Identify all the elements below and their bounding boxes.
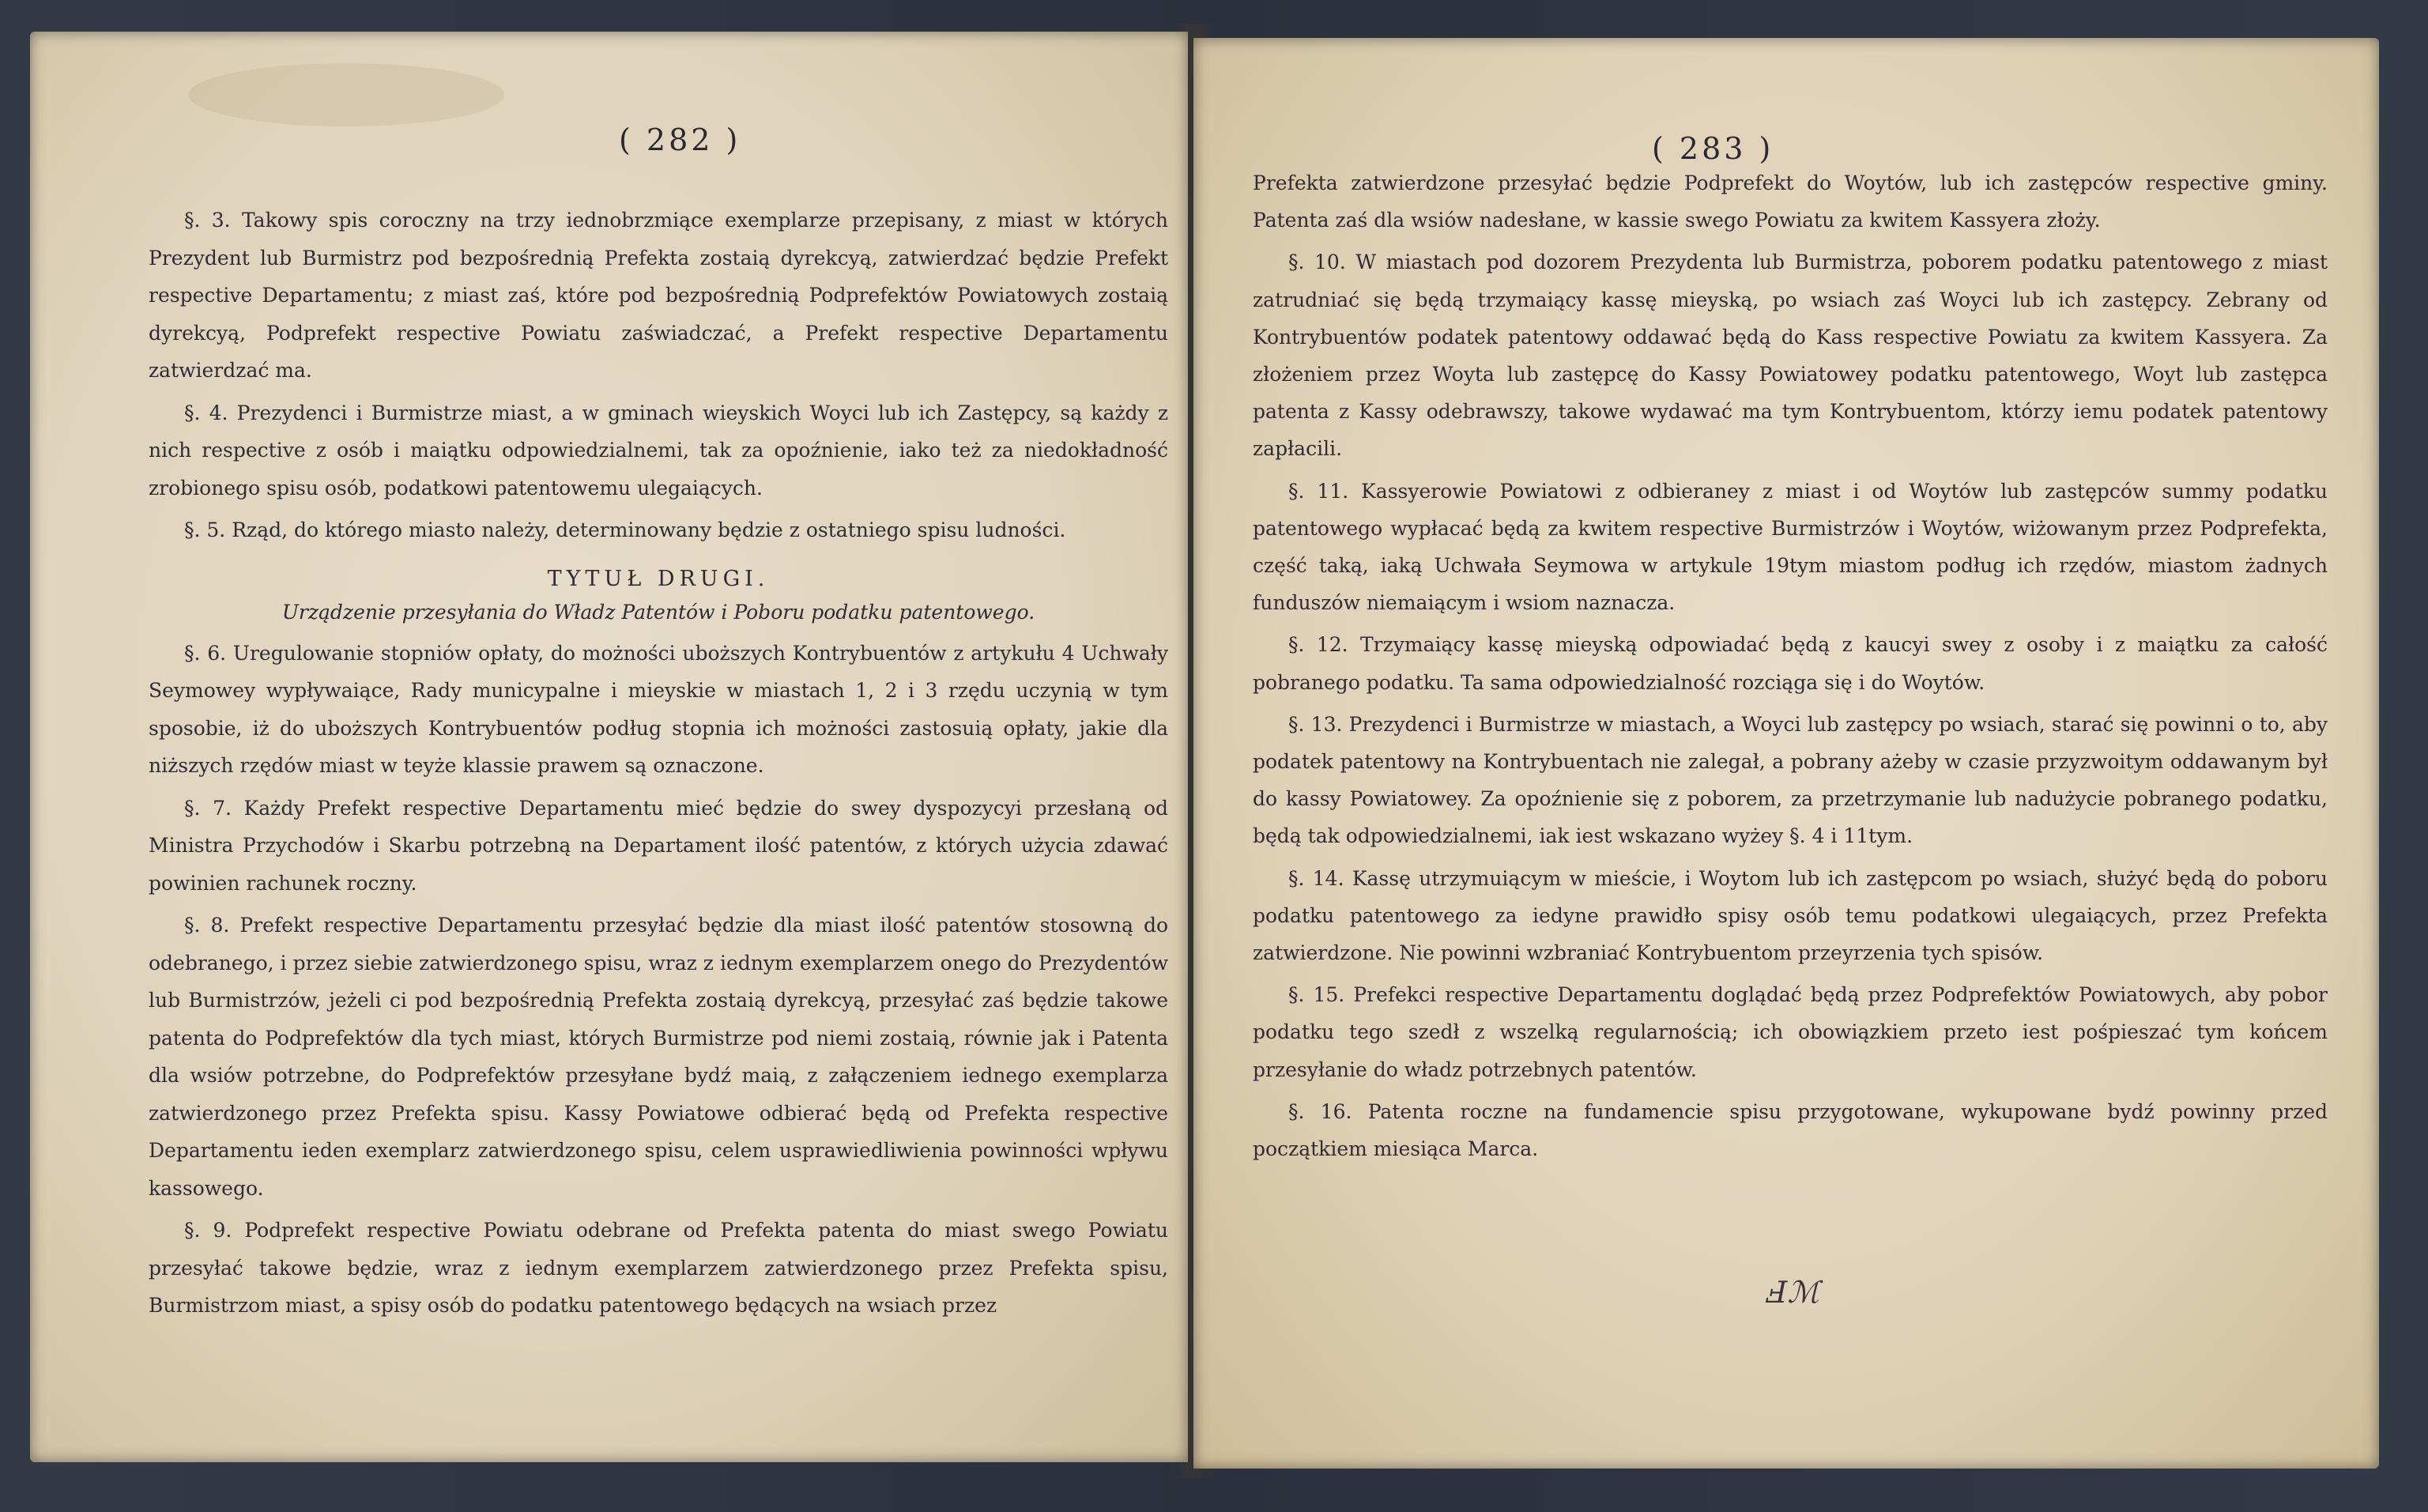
section-title [149,564,1168,630]
paragraph-8: §. 8. Prefekt respective Departamentu przesyłać będzie dla miast ilość patentów stosowną do odebranego, i przez siebie zatwierdzonego spisu, wraz z iednym exemplarzem onego do Prezydentów lub Burmistrzów, jeżeli ci pod bezpośrednią Prefekta zostaią dyrekcyą, przesyłać zaś będzie takowe patenta do Podprefektów dla tych miast, których Burmistrze pod niemi zostaią, równie jak i Patenta dla wsiów potrzebne, do Podprefektów przesyłane bydź maią, z załączeniem iednego exemplarza zatwierdzonego przez Prefekta spisu. Kassy Powiatowe odbierać będą od Prefekta respective Departamentu ieden exemplarz zatwierdzonego spisu, celem usprawiedliwienia powinności wpływu kassowego. [149,914,1168,1200]
left-page-text [149,202,1168,1329]
paragraph-7: §. 7. Każdy Prefekt respective Departamentu mieć będzie do swey dyspozycyi przesłaną od Ministra Przychodów i Skarbu potrzebną na Departament ilość patentów, z których użycia zdawać powinien rachunek roczny. [149,796,1168,895]
page-number-right: ( 283 ) [1652,131,1774,166]
stain [188,63,504,126]
title-subheading: Urządzenie przesyłania do Władz Patentów i Poboru podatku patentowego. [281,600,1035,624]
paragraph-16: §. 16. Patenta roczne na fundamencie spisu przygotowane, wykupowane bydź powinny przed początkiem miesiąca Marca. [1253,1099,2328,1161]
title-heading: TYTUŁ DRUGI. [547,566,770,591]
right-page [1193,38,2379,1469]
page-number-left: ( 282 ) [619,123,741,157]
paragraph-11: §. 11. Kassyerowie Powiatowi z odbieraney z miast i od Woytów lub zastępców summy podatku patentowego wypłacać będą za kwitem respective Burmistrzów i Woytów, wiżowanym przez Podprefekta, część taką, iaką Uchwała Seymowa w artykule 19tym miastom podług ich rzędów, miastom żadnych funduszów niemaiącym i wsiom naznacza. [1253,479,2328,615]
left-page [30,32,1188,1462]
paragraph-12: §. 12. Trzymaiący kassę mieyską odpowiadać będą z kaucyi swey z osoby i z maiątku za całość pobranego podatku. Ta sama odpowiedzialność rozciąga się i do Woytów. [1253,633,2328,694]
paragraph-10: §. 10. W miastach pod dozorem Prezydenta lub Burmistrza, poborem podatku patentowego z miast zatrudniać się będą trzymaiący kassę mieyską, po wsiach zaś Woyci lub ich zastępcy. Zebrany od Kontrybuentów podatek patentowy oddawać będą do Kass respective Powiatu za kwitem Kassyera. Za złożeniem przez Woyta lub zastępcę do Kassy Powiatowey podatku patentowego, Woyt lub zastępca patenta z Kassy odebrawszy, takowe wydawać ma tym Kontrybuentom, którzy iemu podatek patentowy zapłacili. [1253,251,2328,461]
handwritten-signature: Ⅎℳ [1766,1275,1820,1310]
paragraph-15: §. 15. Prefekci respective Departamentu doglądać będą przez Podprefektów Powiatowych, aby pobor podatku tego szedł z wszelką regularnością; ich obowiązkiem przeto iest pośpieszać tym końcem przesyłanie do władz potrzebnych patentów. [1253,983,2328,1081]
paragraph-14: §. 14. Kassę utrzymuiącym w mieście, i Woytom lub ich zastępcom po wsiach, służyć będą do poboru podatku patentowego za iedyne prawidło spisy osób temu podatkowi ulegaiących, przez Prefekta zatwierdzone. Nie powinni wzbraniać Kontrybuentom przeyrzenia tych spisów. [1253,866,2328,965]
paragraph-3: §. 3. Takowy spis coroczny na trzy iednobrzmiące exemplarze przepisany, z miast w których Prezydent lub Burmistrz pod bezpośrednią Prefekta zostaią dyrekcyą, zatwierdzać będzie Prefekt respective Departamentu; z miast zaś, które pod bezpośrednią Podprefektów Powiatowych zostaią dyrekcyą, Podprefekt respective Powiatu zaświadczać, a Prefekt respective Departamentu zatwierdzać ma. [149,209,1168,382]
paragraph-6: §. 6. Uregulowanie stopniów opłaty, do możności uboższych Kontrybuentów z artykułu 4 Uchwały Seymowey wypływaiące, Rady municypalne i mieyskie w miastach 1, 2 i 3 rzędu uczynią w tym sposobie, iż do uboższych Kontrybuentów podług stopnia ich możności zastosuią opłaty, jakie dla niższych rzędów miast w teyże klassie prawem są oznaczone. [149,641,1168,777]
paragraph-13: §. 13. Prezydenci i Burmistrze w miastach, a Woyci lub zastępcy po wsiach, starać się powinni o to, aby podatek patentowy na Kontrybuentach nie zalegał, a pobrany ażeby w czasie przyzwoitym oddawanym był do kassy Powiatowey. Za opoźnienie się z poborem, za przetrzymanie lub nadużycie pobranego podatku, będą tak odpowiedzialnemi, iak iest wskazano wyżey §. 4 i 11tym. [1253,712,2328,848]
paragraph-4: §. 4. Prezydenci i Burmistrze miast, a w gminach wieyskich Woyci lub ich Zastępcy, są każdy z nich respective z osób i maiątku odpowiedzialnemi, tak za opoźnienie, iako też za niedokładność zrobionego spisu osób, podatkowi patentowemu ulegaiących. [149,401,1168,500]
paragraph-5: §. 5. Rząd, do którego miasto należy, determinowany będzie z ostatniego spisu ludności. [184,518,1066,541]
paragraph-continued: Prefekta zatwierdzone przesyłać będzie Podprefekt do Woytów, lub ich zastępców respective gminy. Patenta zaś dla wsiów nadesłane, w kassie swego Powiatu za kwitem Kassyera złoży. [1253,172,2328,232]
paragraph-9: §. 9. Podprefekt respective Powiatu odebrane od Prefekta patenta do miast swego Powiatu przesyłać takowe będzie, wraz z iednym exemplarzem zatwierdzonego przez Prefekta spisu, Burmistrzom miast, a spisy osób do podatku patentowego będących na wsiach przez [149,1219,1168,1317]
right-page-text [1253,164,2328,1172]
